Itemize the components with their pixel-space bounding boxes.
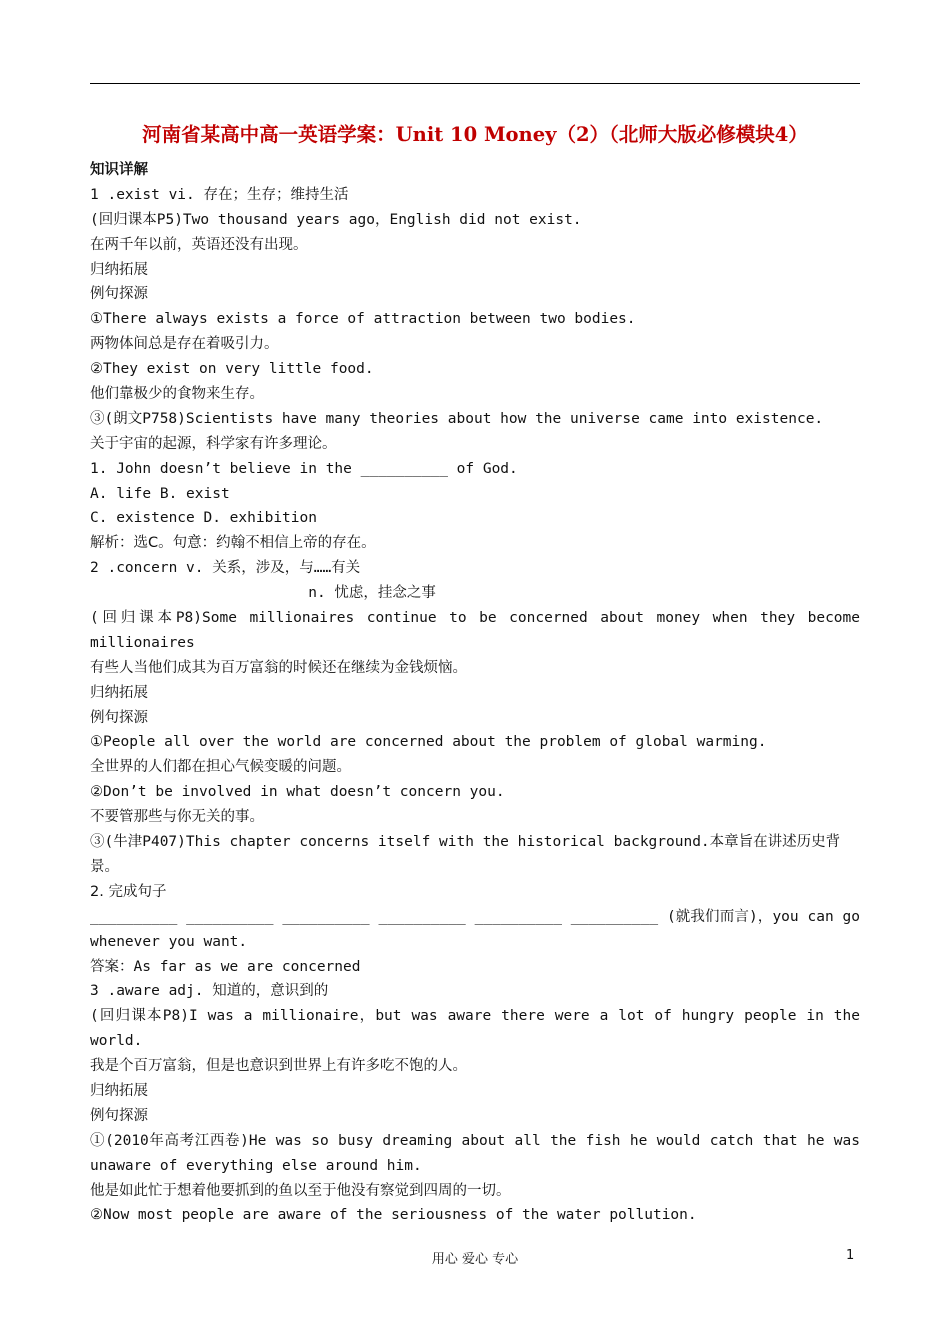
translation-line: 全世界的人们都在担心气候变暖的问题。 [90,759,351,776]
exercise-heading: 2. 完成句子 [90,883,167,900]
example-sentence-cont: unaware of everything else around him. [90,1157,422,1174]
translation-line: 不要管那些与你无关的事。 [90,809,264,826]
exercise-question: 1. John doesn’t believe in the __________ of God. [90,460,518,477]
page-footer: 用心 爱心 专心 [431,1252,519,1267]
example-sentence: ①People all over the world are concerned about the problem of global warming. [90,734,767,751]
example-sentence: ②Now most people are aware of the seriousness of the water pollution. [90,1207,697,1224]
answer-explanation: 解析：选C。句意：约翰不相信上帝的存在。 [90,535,376,552]
subheading: 例句探源 [90,1107,148,1124]
textbook-example-cont: world. [90,1033,143,1050]
translation-line: 关于宇宙的起源，科学家有许多理论。 [90,435,337,452]
textbook-example: (回归课本P8)I was a millionaire，but was aware there were a lot of hungry people in the [90,1008,860,1025]
fill-in-sentence: __________ __________ __________ __________ __________ __________ (就我们而言)，you can go [90,908,860,925]
exercise-options: C. existence D. exhibition [90,510,317,527]
translation-line: 在两千年以前，英语还没有出现。 [90,236,308,253]
translation-line: 有些人当他们成其为百万富翁的时候还在继续为金钱烦恼。 [90,659,467,676]
example-sentence: ①(2010年高考江西卷)He was so busy dreaming about all the fish he would catch that he was [90,1132,860,1149]
vocab-entry-concern: 2 .concern v. 关系，涉及，与……有关 [90,560,361,577]
vocab-entry-concern-noun: n. 忧虑，挂念之事 [90,585,436,602]
textbook-example-cont: millionaires [90,634,195,651]
example-sentence: ②They exist on very little food. [90,361,374,378]
example-sentence: ①There always exists a force of attraction between two bodies. [90,311,636,328]
translation-line-cont: 景。 [90,858,119,875]
example-sentence: ③(朗文P758)Scientists have many theories about how the universe came into existence. [90,410,824,427]
example-sentence: ②Don’t be involved in what doesn’t concern you. [90,784,505,801]
document-body [90,158,860,1228]
subheading: 例句探源 [90,286,148,303]
vocab-entry-aware: 3 .aware adj. 知道的，意识到的 [90,983,329,1000]
translation-line: 他们靠极少的食物来生存。 [90,386,264,403]
textbook-example: (回归课本P8)Some millionaires continue to be concerned about money when they become [90,610,860,627]
header-rule [90,83,860,84]
subheading: 归纳拓展 [90,261,148,278]
page-number: 1 [846,1248,855,1263]
textbook-example: (回归课本P5)Two thousand years ago，English did not exist. [90,211,582,228]
answer-line: 答案：As far as we are concerned [90,958,361,975]
subheading: 例句探源 [90,709,148,726]
translation-line: 我是个百万富翁，但是也意识到世界上有许多吃不饱的人。 [90,1058,467,1075]
document-title: 河南省某高中高一英语学案：Unit 10 Money（2）（北师大版必修模块4） [142,123,808,146]
section-heading: 知识详解 [90,162,148,178]
example-sentence: ③(牛津P407)This chapter concerns itself with the historical background.本章旨在讲述历史背 [90,834,841,851]
subheading: 归纳拓展 [90,1082,148,1099]
translation-line: 他是如此忙于想着他要抓到的鱼以至于他没有察觉到四周的一切。 [90,1182,511,1199]
subheading: 归纳拓展 [90,684,148,701]
exercise-options: A. life B. exist [90,485,230,502]
fill-in-sentence-cont: whenever you want. [90,933,248,950]
translation-line: 两物体间总是存在着吸引力。 [90,336,279,353]
vocab-entry-exist: 1 .exist vi. 存在；生存；维持生活 [90,186,349,203]
